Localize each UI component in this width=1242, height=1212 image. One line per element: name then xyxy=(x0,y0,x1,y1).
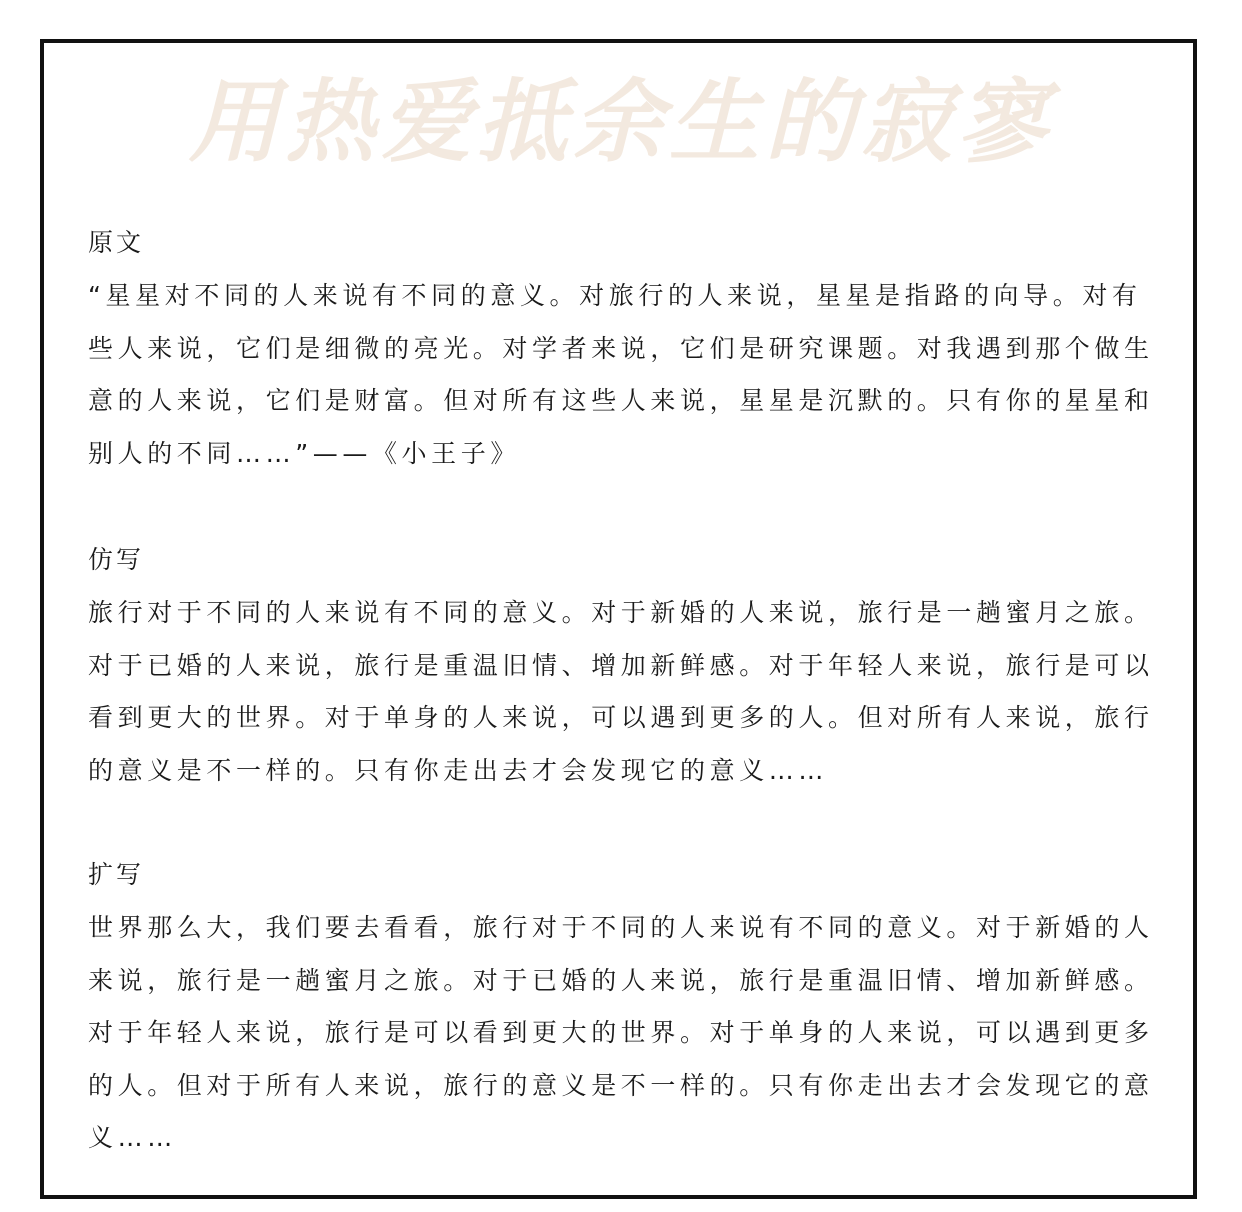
section-title-original: 原文 xyxy=(88,228,145,257)
section-title-imitation: 仿写 xyxy=(88,545,145,574)
section-title-expansion: 扩写 xyxy=(88,860,145,889)
section-body-imitation: 旅行对于不同的人来说有不同的意义。对于新婚的人来说，旅行是一趟蜜月之旅。对于已婚的人来说，旅行是重温旧情、增加新鲜感。对于年轻人来说，旅行是可以看到更大的世界。对于单身的人来说，可以遇到更多的人。但对所有人来说，旅行的意义是不一样的。只有你走出去才会发现它的意义…… xyxy=(88,598,1154,785)
section-body-expansion: 世界那么大，我们要去看看，旅行对于不同的人来说有不同的意义。对于新婚的人来说，旅行是一趟蜜月之旅。对于已婚的人来说，旅行是重温旧情、增加新鲜感。对于年轻人来说，旅行是可以看到更大的世界。对于单身的人来说，可以遇到更多的人。但对于所有人来说，旅行的意义是不一样的。只有你走出去才会发现它的意义…… xyxy=(88,913,1154,1152)
section-expansion xyxy=(88,860,1168,1165)
title-watermark: 用热爱抵余生的寂寥 xyxy=(189,70,1053,175)
section-body-original: “星星对不同的人来说有不同的意义。对旅行的人来说，星星是指路的向导。对有些人来说，它们是细微的亮光。对学者来说，它们是研究课题。对我遇到那个做生意的人来说，它们是财富。但对所有这些人来说，星星是沉默的。只有你的星星和别人的不同……”——《小王子》 xyxy=(88,281,1154,468)
section-original xyxy=(88,228,1168,480)
section-imitation xyxy=(88,545,1168,797)
